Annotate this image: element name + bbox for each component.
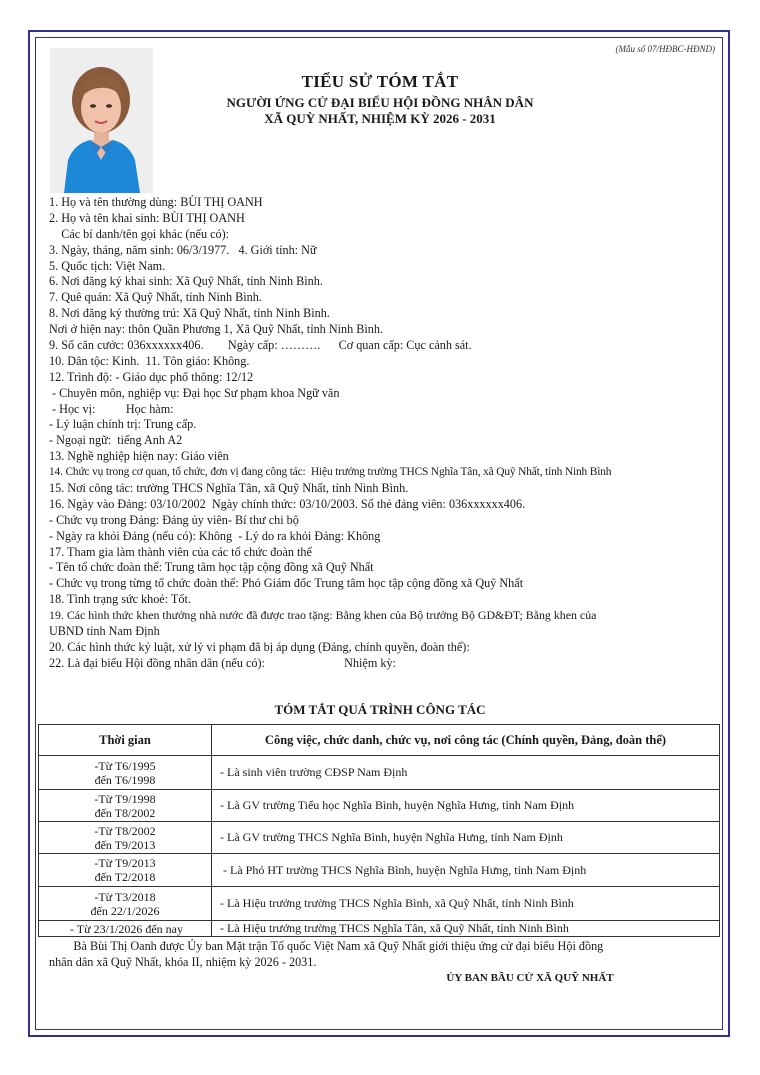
field-line: - Chuyên môn, nghiệp vụ: Đại học Sư phạm khoa Ngữ văn (49, 385, 340, 400)
work-history-table (38, 724, 720, 937)
field-line: - Học vị: Học hàm: (49, 401, 174, 416)
introduction-line: nhân dân xã Quỹ Nhất, khóa II, nhiệm kỳ 2026 - 2031. (49, 955, 317, 969)
field-line: 22. Là đại biểu Hội đồng nhân dân (nếu có): Nhiệm kỳ: (49, 655, 396, 670)
field-line: - Ngày ra khỏi Đảng (nếu có): Không - Lý do ra khỏi Đảng: Không (49, 528, 381, 543)
time-cell (39, 756, 212, 790)
field-line: 9. Số căn cước: 036xxxxxx406. Ngày cấp: ………. Cơ quan cấp: Cục cảnh sát. (49, 338, 472, 353)
table-row (39, 854, 720, 887)
time-cell (39, 921, 212, 937)
introduction-paragraph (49, 938, 719, 970)
field-line: 3. Ngày, tháng, năm sinh: 06/3/1977. 4. Giới tính: Nữ (49, 242, 317, 257)
table-row (39, 921, 720, 937)
time-cell (39, 822, 212, 854)
work-cell: - Là Phó HT trường THCS Nghĩa Bình, huyện Nghĩa Hưng, tỉnh Nam Định (212, 854, 720, 887)
document-title: TIỂU SỬ TÓM TẮT (301, 72, 459, 91)
table-row (39, 822, 720, 854)
introduction-line: Bà Bùi Thị Oanh được Ủy ban Mặt trận Tổ quốc Việt Nam xã Quỹ Nhất giới thiệu ứng cử đại biểu Hội đồng (49, 939, 604, 953)
document-subtitle: NGƯỜI ỨNG CỬ ĐẠI BIỂU HỘI ĐỒNG NHÂN DÂN (226, 95, 534, 110)
time-from: -Từ T3/2018 (94, 889, 156, 904)
table-row (39, 756, 720, 790)
time-to: đến T2/2018 (94, 870, 156, 884)
time-cell (39, 887, 212, 921)
table-row (39, 887, 720, 921)
document-subtitle-term: XÃ QUỲ NHẤT, NHIỆM KỲ 2026 - 2031 (264, 111, 496, 126)
time-cell (39, 854, 212, 887)
field-line: 18. Tình trạng sức khoẻ: Tốt. (49, 592, 191, 607)
field-line: 20. Các hình thức kỷ luật, xử lý vi phạm đã bị áp dụng (Đảng, chính quyền, đoàn thể): (49, 639, 470, 654)
field-line: - Lý luận chính trị: Trung cấp. (49, 417, 197, 432)
time-to: đến T6/1998 (94, 772, 156, 787)
biography-fields (49, 195, 729, 672)
time-from: -Từ T8/2002 (94, 823, 156, 838)
time-to: đến T8/2002 (94, 805, 156, 820)
column-header-work: Công việc, chức danh, chức vụ, nơi công tác (Chính quyền, Đảng, đoàn thể) (212, 725, 720, 756)
field-line: 15. Nơi công tác: trường THCS Nghĩa Tân, xã Quỹ Nhất, tỉnh Ninh Bình. (49, 481, 409, 496)
work-cell: - Là GV trường THCS Nghĩa Bình, huyện Nghĩa Hưng, tỉnh Nam Định (212, 822, 720, 854)
work-cell: - Là GV trường Tiểu học Nghĩa Bình, huyện Nghĩa Hưng, tỉnh Nam Định (212, 790, 720, 822)
field-line: Các bí danh/tên gọi khác (nếu có): (49, 226, 230, 241)
table-row (39, 790, 720, 822)
field-line: 5. Quốc tịch: Việt Nam. (49, 258, 166, 273)
time-from: -Từ T9/2013 (94, 856, 156, 870)
election-committee-signature: ỦY BAN BẦU CỬ XÃ QUỸ NHẤT (446, 972, 614, 984)
time-cell (39, 790, 212, 822)
field-line: 6. Nơi đăng ký khai sinh: Xã Quỹ Nhất, tỉnh Ninh Bình. (49, 274, 323, 289)
field-line: - Tên tổ chức đoàn thể: Trung tâm học tập cộng đồng xã Quỹ Nhất (49, 560, 374, 575)
field-line: - Ngoại ngữ: tiếng Anh A2 (49, 433, 183, 448)
field-line: 10. Dân tộc: Kinh. 11. Tôn giáo: Không. (49, 353, 250, 368)
time-from: -Từ T9/1998 (94, 791, 156, 806)
field-line: UBND tỉnh Nam Định (49, 624, 160, 639)
field-line: Nơi ở hiện nay: thôn Quần Phương 1, Xã Quỹ Nhất, tỉnh Ninh Bình. (49, 322, 383, 337)
portrait-photo (50, 48, 153, 193)
form-code: (Mẫu số 07/HĐBC-HĐND) (615, 44, 715, 54)
field-line: 12. Trình độ: - Giáo dục phổ thông: 12/12 (49, 369, 254, 384)
field-line: 19. Các hình thức khen thưởng nhà nước đã được trao tặng: Bằng khen của Bộ trưởng Bộ GD&ĐT; Bằng khen của (49, 608, 597, 623)
time-from: - Từ 23/1/2026 đến nay (67, 921, 183, 936)
field-line: - Chức vụ trong Đảng: Đảng ủy viên- Bí thư chi bộ (49, 512, 299, 527)
column-header-time: Thời gian (39, 725, 212, 756)
field-line: 13. Nghề nghiệp hiện nay: Giáo viên (49, 449, 229, 464)
field-line: 8. Nơi đăng ký thường trú: Xã Quỹ Nhất, tỉnh Ninh Bình. (49, 306, 330, 321)
work-history-title: TÓM TẮT QUÁ TRÌNH CÔNG TÁC (274, 702, 486, 717)
field-line: 2. Họ và tên khai sinh: BÙI THỊ OANH (49, 210, 245, 225)
field-line: 7. Quê quán: Xã Quỹ Nhất, tỉnh Ninh Bình. (49, 290, 262, 305)
field-line: 14. Chức vụ trong cơ quan, tổ chức, đơn vị đang công tác: Hiệu trưởng trường THCS Nghĩa Tân, xã Quỹ Nhất, tỉnh Ninh Bình (49, 466, 612, 479)
field-line: - Chức vụ trong từng tổ chức đoàn thể: Phó Giám đốc Trung tâm học tập cộng đồng xã Quỹ Nhất (49, 576, 524, 591)
field-line: 1. Họ và tên thường dùng: BÙI THỊ OANH (49, 195, 263, 209)
field-line: 16. Ngày vào Đảng: 03/10/2002 Ngày chính thức: 03/10/2003. Số thẻ đảng viên: 036xxxxxx406. (49, 496, 526, 511)
time-to: đến T9/2013 (94, 837, 156, 852)
work-cell: - Là Hiệu trưởng trường THCS Nghĩa Tân, xã Quỹ Nhất, tỉnh Ninh Bình (212, 921, 720, 937)
time-to: đến 22/1/2026 (90, 903, 160, 918)
work-cell: - Là sinh viên trường CĐSP Nam Định (212, 756, 720, 790)
time-from: -Từ T6/1995 (94, 758, 156, 773)
table-header-row (39, 725, 720, 756)
field-line: 17. Tham gia làm thành viên của các tổ chức đoàn thể (49, 544, 312, 559)
work-cell: - Là Hiệu trưởng trường THCS Nghĩa Bình, xã Quỹ Nhất, tỉnh Ninh Bình (212, 887, 720, 921)
